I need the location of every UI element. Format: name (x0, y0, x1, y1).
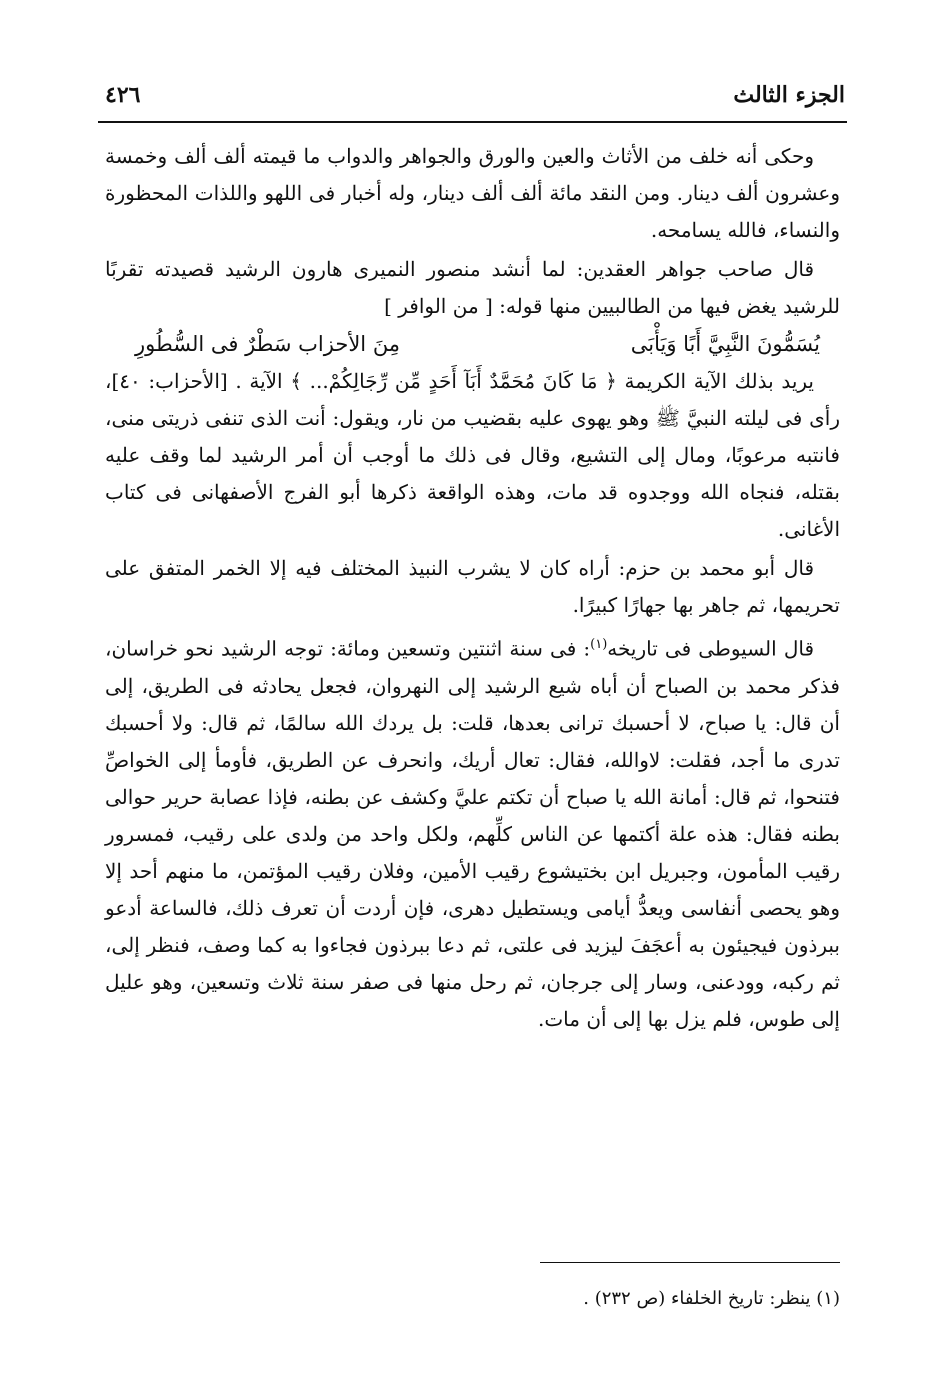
page-number: ٤٢٦ (105, 82, 141, 108)
paragraph-5 (105, 626, 840, 1038)
page-header (105, 78, 845, 118)
paragraph-3: يريد بذلك الآية الكريمة ﴿ مَا كَانَ مُحَمَّدٌ أَبَآ أَحَدٍ مِّن رِّجَالِكُمْ... ﴾ الآية . [الأحزاب: ٤٠]، رأى فى ليلته النبيَّ ﷺ وهو يهوى عليه بقضيب من نار، ويقول: أنت الذى تنفى ذريتى منى، فانتبه مرعوبًا، ومال إلى التشيع، وقال فى ذلك ما أوجب أن أمر الرشيد لما وقف عليه بقتله، فنجاه الله ووجدوه قد مات، وهذه الواقعة ذكرها أبو الفرج الأصفهانى فى كتاب الأغانى. (105, 369, 840, 541)
footnote-marker: (١) (590, 637, 608, 652)
verse-second-hemistich: مِنَ الأحزاب سَطْرٌ فى السُّطُورِ (135, 332, 401, 356)
verse-first-hemistich: يُسَمُّونَ النَّبِيَّ أَبًا وَيَأْبَى (630, 332, 820, 356)
main-text (105, 138, 840, 1038)
running-title: الجزء الثالث (733, 82, 845, 108)
footnote: (١) ينظر: تاريخ الخلفاء (ص ٢٣٢) . (583, 1288, 840, 1309)
header-rule (98, 121, 847, 123)
paragraph-2: قال صاحب جواهر العقدين: لما أنشد منصور النميرى هارون الرشيد قصيدته تقربًا للرشيد يغض فيها من الطالبيين منها قوله: [ من الوافر ] (105, 257, 840, 318)
paragraph-1: وحكى أنه خلف من الأثاث والعين والورق والجواهر والدواب ما قيمته ألف ألف وخمسة وعشرون ألف دينار. ومن النقد مائة ألف ألف دينار، وله أخبار فى اللهو واللذات المحظورة والنساء، فالله يسامحه. (105, 144, 840, 242)
paragraph-4: قال أبو محمد بن حزم: أراه كان لا يشرب النبيذ المختلف فيه إلا الخمر المتفق على تحريمها، ثم جاهر بها جهارًا كبيرًا. (105, 556, 840, 617)
poetry-verse (105, 325, 840, 363)
footnote-rule (540, 1262, 840, 1263)
paragraph-5-start: قال السيوطى فى تاريخه (607, 636, 814, 661)
paragraph-5-rest: : فى سنة اثنتين وتسعين ومائة: توجه الرشيد نحو خراسان، فذكر محمد بن الصباح أن أباه شيع الرشيد إلى النهروان، فجعل يحادثه فى الطريق، إلى أن قال: يا صباح، لا أحسبك ترانى بعدها، قلت: بل يردك الله سالمًا، ثم قال: ولا أحسبك تدرى ما أجد، فقلت: لاوالله، فقال: تعال أريك، وانحرف عن الطريق، فأومأ إلى الخواصِّ فتنحوا، ثم قال: أمانة الله يا صباح أن تكتم عليَّ وكشف عن بطنه، فإذا عصابة حرير حوالى بطنه فقال: هذه علة أكتمها عن الناس كلِّهم، ولكل واحد من ولدى على رقيب، فمسرور رقيب المأمون، وجبريل ابن بختيشوع رقيب الأمين، وفلان رقيب المؤتمن، ما منهم أحد إلا وهو يحصى أنفاسى ويعدُّ أيامى ويستطيل دهرى، فإن أردت أن تعرف ذلك، فالساعة أدعو ببرذون فيجيئون به أعجَفَ ليزيد فى علتى، ثم دعا ببرذون فجاءوا به كما وصف، فنظر إلى، ثم ركبه، وودعنى، وسار إلى جرجان، ثم رحل منها فى صفر سنة ثلاث وتسعين، وهو عليل إلى طوس، فلم يزل بها إلى أن مات. (105, 636, 840, 1031)
